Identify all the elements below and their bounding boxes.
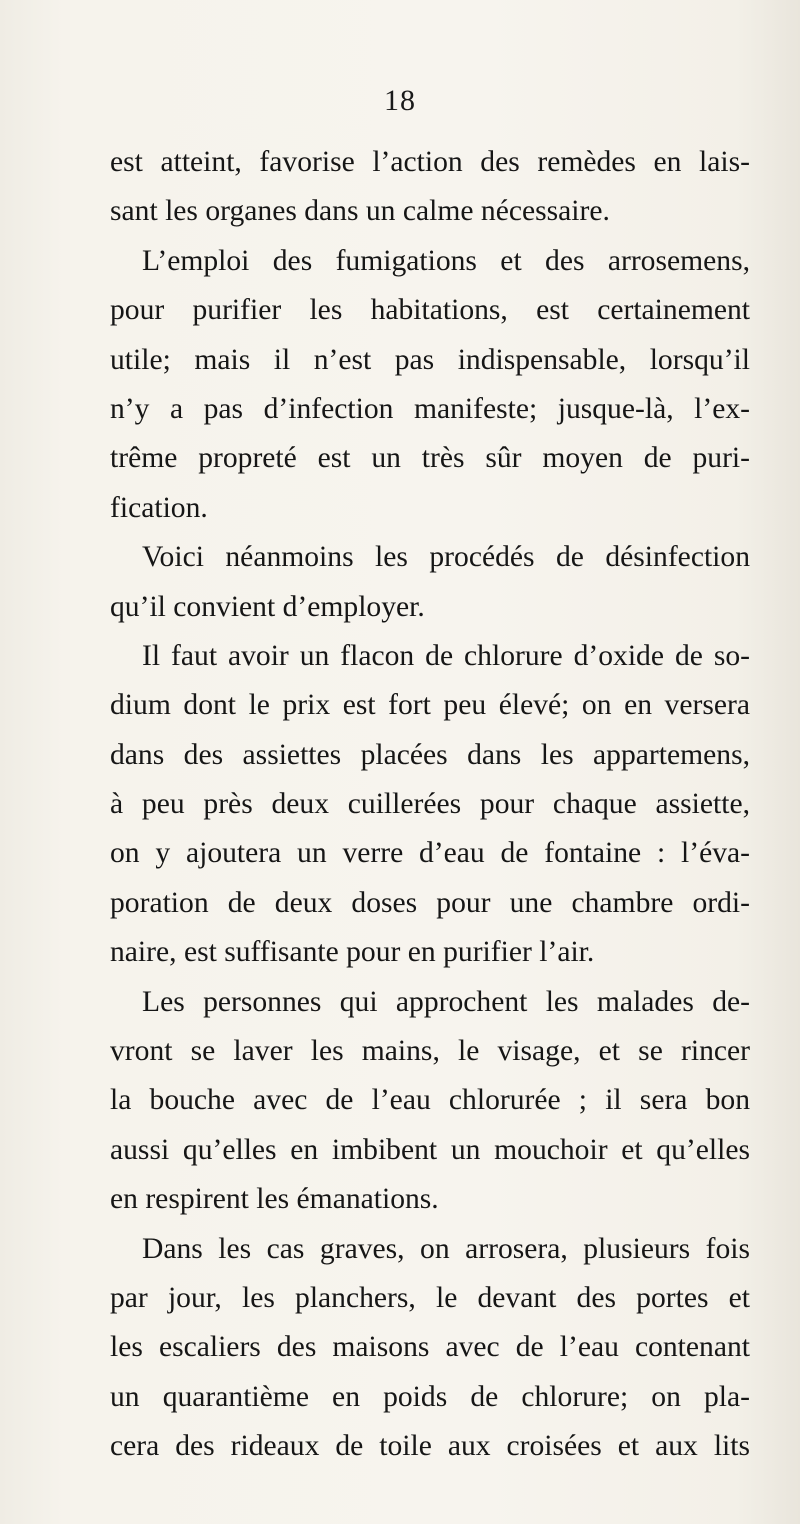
text-line: Voici néanmoins les procédés de désinfection — [142, 541, 750, 574]
text-line: pour purifier les habitations, est certainement — [110, 294, 750, 327]
text-line: poration de deux doses pour une chambre ordi- — [110, 886, 750, 919]
text-line: la bouche avec de l’eau chlorurée ; il sera bon — [110, 1084, 750, 1117]
text-line: les escaliers des maisons avec de l’eau contenant — [110, 1331, 750, 1364]
text-line: Dans les cas graves, on arrosera, plusieurs fois — [142, 1232, 750, 1265]
text-line: est atteint, favorise l’action des remèdes en lais- — [110, 146, 750, 178]
text-line: un quarantième en poids de chlorure; on pla- — [110, 1380, 750, 1413]
text-line: Il faut avoir un flacon de chlorure d’oxide de so- — [142, 639, 750, 672]
text-line: dium dont le prix est fort peu élevé; on en versera — [110, 689, 750, 722]
text-line: naire, est suffisante pour en purifier l’air. — [110, 936, 595, 969]
body-text — [110, 138, 750, 1472]
text-line: on y ajoutera un verre d’eau de fontaine : l’éva- — [110, 837, 750, 870]
text-line: utile; mais il n’est pas indispensable, lorsqu’il — [110, 343, 750, 376]
text-line: par jour, les planchers, le devant des portes et — [110, 1281, 750, 1314]
text-line: aussi qu’elles en imbibent un mouchoir et qu’elles — [110, 1133, 750, 1166]
page-number: 18 — [384, 84, 416, 117]
text-line: cera des rideaux de toile aux croisées et aux lits — [110, 1430, 750, 1463]
text-line: n’y a pas d’infection manifeste; jusque-là, l’ex- — [110, 392, 750, 425]
text-line: trême propreté est un très sûr moyen de puri- — [110, 442, 750, 475]
text-line: Les personnes qui approchent les malades de- — [142, 985, 750, 1018]
text-line: à peu près deux cuillerées pour chaque assiette, — [110, 788, 750, 821]
text-line: fication. — [110, 491, 208, 524]
text-line: vront se laver les mains, le visage, et se rincer — [110, 1035, 750, 1068]
text-line: en respirent les émanations. — [110, 1183, 439, 1216]
text-line: sant les organes dans un calme nécessaire. — [110, 195, 610, 228]
text-line: dans des assiettes placées dans les appartemens, — [110, 738, 750, 771]
text-line: L’emploi des fumigations et des arrosemens, — [142, 244, 750, 277]
text-line: qu’il convient d’employer. — [110, 590, 425, 623]
